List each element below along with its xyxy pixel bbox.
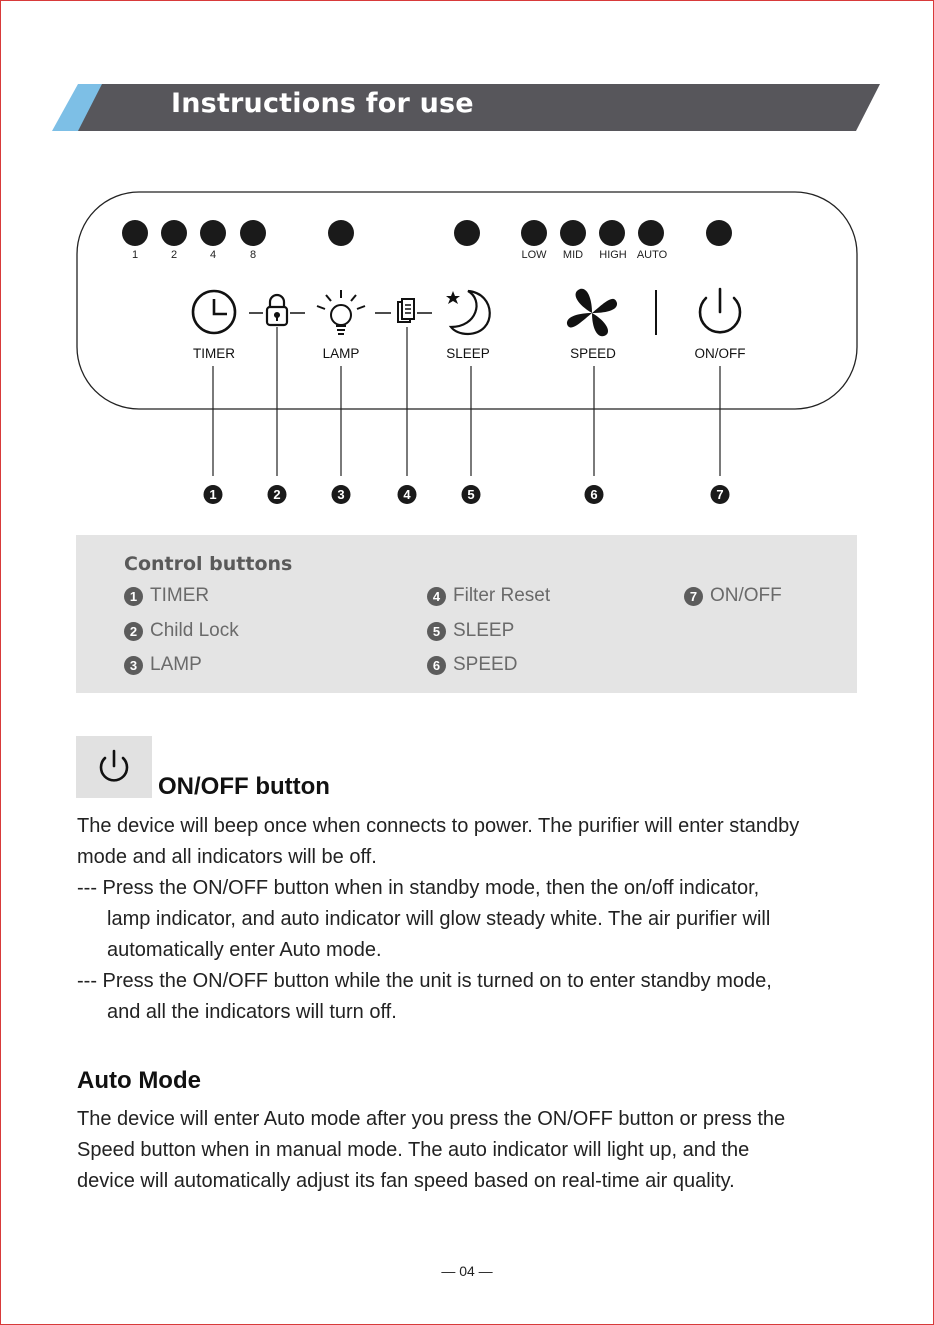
legend-label: Child Lock <box>150 620 239 641</box>
marker-4: 4 <box>398 485 417 504</box>
legend-item <box>124 620 239 642</box>
onoff-icon-box <box>76 736 152 798</box>
speed-low-dot <box>521 220 547 246</box>
timer-button-label: TIMER <box>193 346 235 361</box>
timer-1h-dot <box>122 220 148 246</box>
legend-label: TIMER <box>150 585 210 606</box>
indicator-dots <box>122 220 732 246</box>
text-line: Speed button when in manual mode. The auto indicator will light up, and the <box>77 1139 750 1161</box>
legend-label: SPEED <box>453 654 518 675</box>
text-line: automatically enter Auto mode. <box>107 939 382 961</box>
onoff-button-label: ON/OFF <box>694 346 746 361</box>
speed-low-label: LOW <box>521 249 547 261</box>
marker-3: 3 <box>332 485 351 504</box>
lamp-indicator-dot <box>328 220 354 246</box>
legend-number: 3 <box>124 656 143 675</box>
text-line: --- Press the ON/OFF button when in standby mode, then the on/off indicator, <box>77 877 760 899</box>
header-banner <box>0 0 934 140</box>
timer-8h-dot <box>240 220 266 246</box>
legend-label: ON/OFF <box>710 585 782 606</box>
speed-auto-label: AUTO <box>636 249 668 261</box>
timer-2-label: 2 <box>170 249 178 261</box>
speed-high-dot <box>599 220 625 246</box>
auto-mode-description <box>77 1104 785 1197</box>
legend-number: 2 <box>124 622 143 641</box>
speed-auto-dot <box>638 220 664 246</box>
legend-item <box>427 585 550 607</box>
page-title: Instructions for use <box>171 88 474 119</box>
legend-title: Control buttons <box>124 553 293 575</box>
power-icon <box>94 747 134 787</box>
timer-icon <box>193 291 235 333</box>
sleep-indicator-dot <box>454 220 480 246</box>
timer-4-label: 4 <box>209 249 217 261</box>
marker-2: 2 <box>268 485 287 504</box>
child-lock-icon <box>249 295 305 325</box>
text-line: device will automatically adjust its fan speed based on real-time air quality. <box>77 1170 735 1192</box>
text-line: lamp indicator, and auto indicator will glow steady white. The air purifier will <box>107 908 771 930</box>
legend-number: 6 <box>427 656 446 675</box>
control-buttons-legend <box>76 535 857 693</box>
onoff-section-title: ON/OFF button <box>158 773 330 800</box>
filter-reset-icon <box>375 299 432 322</box>
legend-number: 5 <box>427 622 446 641</box>
speed-button-label: SPEED <box>570 346 616 361</box>
auto-mode-title: Auto Mode <box>77 1067 201 1094</box>
lamp-button-label: LAMP <box>322 346 360 361</box>
lamp-icon <box>317 290 365 334</box>
legend-item <box>124 654 202 676</box>
text-line: and all the indicators will turn off. <box>107 1001 397 1023</box>
legend-number: 4 <box>427 587 446 606</box>
timer-1-label: 1 <box>131 249 139 261</box>
legend-item <box>427 620 514 642</box>
legend-number: 7 <box>684 587 703 606</box>
text-line: The device will enter Auto mode after you press the ON/OFF button or press the <box>77 1108 786 1130</box>
timer-4h-dot <box>200 220 226 246</box>
legend-label: Filter Reset <box>453 585 551 606</box>
power-icon <box>700 289 740 332</box>
marker-5: 5 <box>462 485 481 504</box>
power-indicator-dot <box>706 220 732 246</box>
speed-fan-icon <box>567 289 617 336</box>
legend-label: LAMP <box>150 654 202 675</box>
text-line: mode and all indicators will be off. <box>77 846 377 868</box>
sleep-button-label: SLEEP <box>446 346 490 361</box>
marker-1: 1 <box>204 485 223 504</box>
marker-7: 7 <box>711 485 730 504</box>
legend-item <box>684 585 782 607</box>
speed-high-label: HIGH <box>599 249 627 261</box>
timer-2h-dot <box>161 220 187 246</box>
speed-mid-dot <box>560 220 586 246</box>
speed-mid-label: MID <box>562 249 584 261</box>
onoff-description <box>77 811 799 1028</box>
legend-item <box>427 654 517 676</box>
text-line: The device will beep once when connects to power. The purifier will enter standby <box>77 815 800 837</box>
text-line: --- Press the ON/OFF button while the unit is turned on to enter standby mode, <box>77 970 772 992</box>
page-number: — 04 — <box>441 1263 493 1279</box>
legend-label: SLEEP <box>453 620 515 641</box>
sleep-icon <box>446 291 490 334</box>
marker-6: 6 <box>585 485 604 504</box>
legend-number: 1 <box>124 587 143 606</box>
legend-item <box>124 585 209 607</box>
timer-8-label: 8 <box>249 249 257 261</box>
